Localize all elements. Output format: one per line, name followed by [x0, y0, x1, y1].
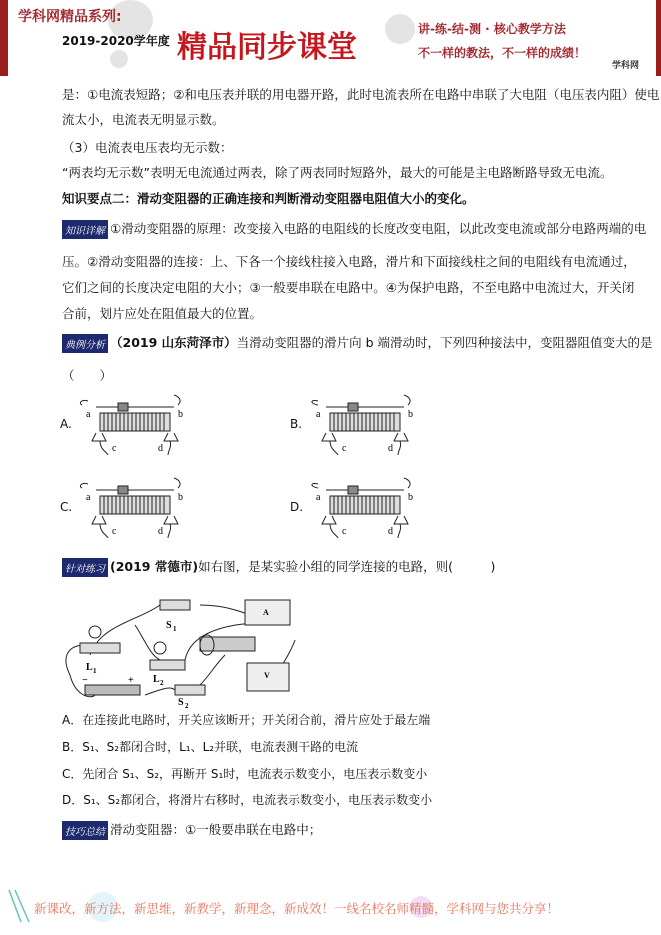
- decor-lines: [5, 890, 35, 925]
- terminal-c: c: [342, 443, 347, 454]
- decor-circle: [110, 50, 128, 68]
- figure-label: B.: [290, 417, 303, 431]
- footer-slogan: 新课改，新方法，新思维，新教学，新理念，新成效！一线名校名师精髓，学科网与您共分享！: [34, 901, 560, 916]
- label-l2-sub: 2: [160, 679, 164, 687]
- rheostat-figure-a: [60, 395, 200, 457]
- terminal-b: b: [408, 409, 413, 420]
- label-s2-sub: 2: [185, 702, 189, 710]
- tag-tip-summary: 技巧总结: [62, 821, 108, 840]
- option-b: B．S₁、S₂都闭合时，L₁、L₂并联，电流表测干路的电流: [62, 740, 359, 754]
- tip-text: 滑动变阻器：①一般要串联在电路中；: [110, 822, 322, 837]
- rheostat-figure-d: [290, 478, 430, 540]
- question-source: （2019 山东菏泽市）: [110, 335, 237, 350]
- rheostat-icon: [78, 395, 188, 455]
- terminal-a: a: [86, 492, 91, 503]
- paragraph: （3）电流表电压表均无示数：: [62, 140, 233, 155]
- paragraph: 压。②滑动变阻器的连接：上、下各一个接线柱接入电路，滑片和下面接线柱之间的电阻线有电流通过，: [62, 254, 636, 269]
- label-l1: L: [86, 662, 93, 673]
- tag-practice: 针对练习: [62, 558, 108, 577]
- tip-line: [62, 820, 321, 840]
- xkw-logo: 学科网: [612, 61, 640, 71]
- terminal-d: d: [158, 443, 163, 454]
- paragraph: 它们之间的长度决定电阻的大小；③一般要串联在电路中。④为保护电路，不至电路中电流过大，开关闭: [62, 280, 635, 295]
- question-text: 如右图，是某实验小组的同学连接的电路，则( ): [198, 559, 496, 574]
- label-l2: L: [153, 674, 160, 685]
- label-s1-sub: 1: [173, 625, 177, 633]
- terminal-a: a: [86, 409, 91, 420]
- paragraph: 流太小，电流表无明显示数。: [62, 112, 225, 127]
- option-a: A．在连接此电路时，开关应该断开；开关闭合前，滑片应处于最左端: [62, 713, 431, 727]
- terminal-b: b: [178, 492, 183, 503]
- label-s2: S: [178, 697, 184, 708]
- slogan-1: 讲-练-结-测 · 核心教学方法: [418, 22, 566, 36]
- slogan-2: 不一样的教法，不一样的成绩！: [418, 46, 587, 60]
- section-heading: 知识要点二：滑动变阻器的正确连接和判断滑动变阻器电阻值大小的变化。: [62, 191, 475, 206]
- battery-minus: −: [82, 675, 88, 686]
- school-year: 2019-2020学年度: [62, 34, 170, 48]
- battery-plus: +: [128, 675, 134, 686]
- left-red-bar: [0, 0, 8, 76]
- terminal-b: b: [178, 409, 183, 420]
- figure-label: D.: [290, 500, 304, 514]
- question-source: (2019 常德市): [110, 559, 199, 574]
- figure-label: C.: [60, 500, 73, 514]
- knowledge-line: [62, 219, 646, 239]
- page-footer-banner: [0, 890, 661, 930]
- question-2: [62, 557, 495, 577]
- tag-knowledge-detail: 知识详解: [62, 220, 108, 239]
- rheostat-icon: [78, 478, 188, 538]
- tag-example-analysis: 典例分析: [62, 334, 108, 353]
- option-c: C．先闭合 S₁、S₂，再断开 S₁时，电流表示数变小，电压表示数变小: [62, 767, 428, 781]
- banner-title: 精品同步课堂: [177, 30, 357, 65]
- terminal-a: a: [316, 409, 321, 420]
- terminal-a: a: [316, 492, 321, 503]
- series-label: 学科网精品系列:: [18, 9, 122, 25]
- figure-label: A.: [60, 417, 72, 431]
- page-header-banner: [0, 0, 661, 76]
- terminal-c: c: [342, 526, 347, 537]
- terminal-d: d: [158, 526, 163, 537]
- terminal-d: d: [388, 526, 393, 537]
- terminal-c: c: [112, 443, 117, 454]
- right-red-bar: [656, 0, 661, 76]
- label-l1-sub: 1: [93, 667, 97, 675]
- question-1: [62, 333, 653, 353]
- decor-circle: [385, 14, 415, 44]
- ammeter-label: A: [263, 608, 269, 617]
- circuit-diagram: [60, 585, 300, 710]
- answer-paren: （ ）: [62, 368, 113, 383]
- terminal-d: d: [388, 443, 393, 454]
- paragraph: 是：①电流表短路；②和电压表并联的用电器开路，此时电流表所在电路中串联了大电阻（电压表内阻）使电: [62, 87, 660, 102]
- voltmeter-label: V: [264, 671, 270, 680]
- paragraph: “两表均无示数”表明无电流通过两表，除了两表同时短路外，最大的可能是主电路断路导致无电流。: [62, 165, 613, 180]
- label-s1: S: [166, 620, 172, 631]
- option-d: D．S₁、S₂都闭合，将滑片右移时，电流表示数变小，电压表示数变小: [62, 793, 433, 807]
- terminal-b: b: [408, 492, 413, 503]
- paragraph: ①滑动变阻器的原理：改变接入电路的电阻线的长度改变电阻，以此改变电流或部分电路两端的电: [110, 221, 647, 236]
- rheostat-icon: [308, 478, 418, 538]
- paragraph: 合前，划片应处在阻值最大的位置。: [62, 306, 263, 321]
- question-text: 当滑动变阻器的滑片向 b 端滑动时，下列四种接法中，变阻器阻值变大的是: [236, 335, 653, 350]
- rheostat-figure-c: [60, 478, 200, 540]
- terminal-c: c: [112, 526, 117, 537]
- rheostat-figure-b: [290, 395, 430, 457]
- rheostat-icon: [308, 395, 418, 455]
